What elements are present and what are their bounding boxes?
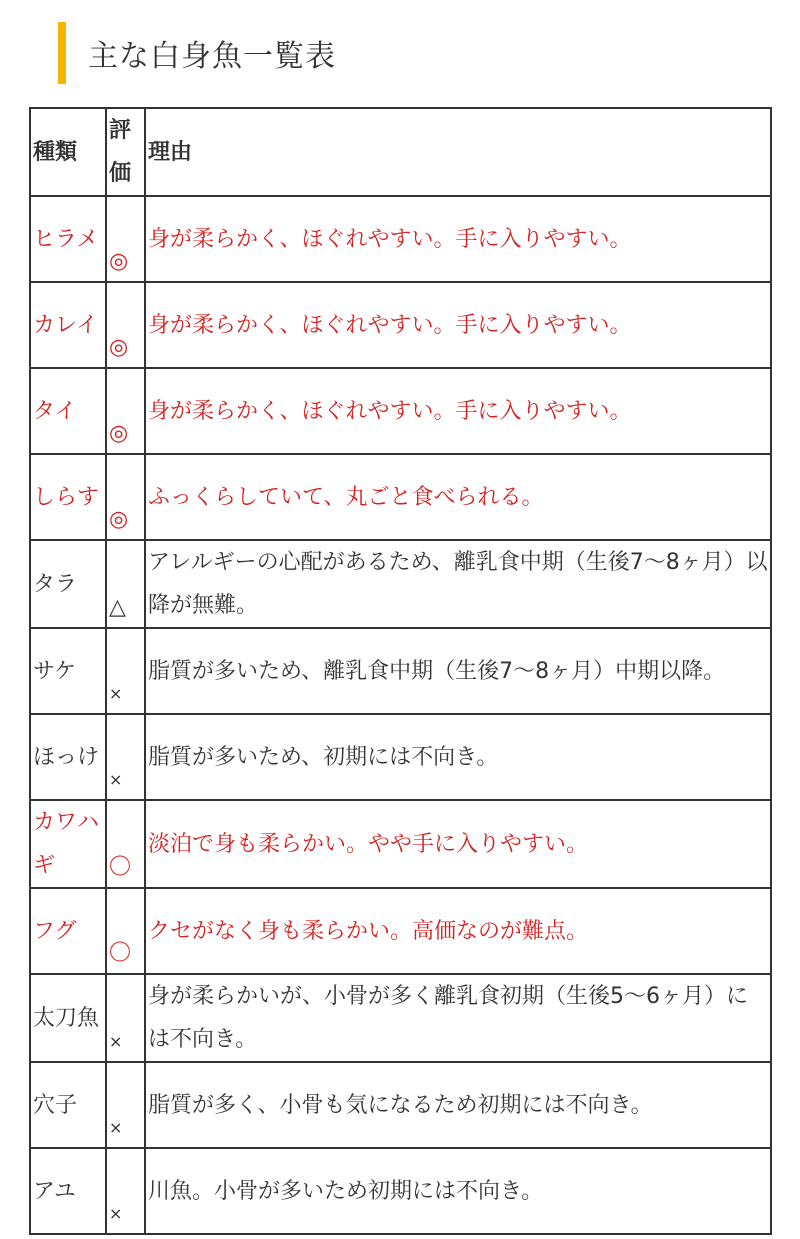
table-row (30, 1148, 771, 1234)
table-row (30, 1062, 771, 1148)
table-row (30, 888, 771, 974)
reason-cell: ふっくらしていて、丸ごと食べられる。 (145, 454, 771, 540)
reason-cell: 川魚。小骨が多いため初期には不向き。 (145, 1148, 771, 1234)
rating-cell: × (106, 714, 145, 800)
fish-type-cell: フグ (30, 888, 106, 974)
reason-cell: 脂質が多いため、離乳食中期（生後7〜8ヶ月）中期以降。 (145, 628, 771, 714)
rating-cell: ◎ (106, 368, 145, 454)
fish-type-cell: しらす (30, 454, 106, 540)
reason-cell: アレルギーの心配があるため、離乳食中期（生後7〜8ヶ月）以降が無難。 (145, 540, 771, 628)
rating-cell: △ (106, 540, 145, 628)
table-row (30, 974, 771, 1062)
rating-cell: ◎ (106, 454, 145, 540)
fish-type-cell: 太刀魚 (30, 974, 106, 1062)
table-row (30, 454, 771, 540)
rating-cell: × (106, 1062, 145, 1148)
reason-cell: クセがなく身も柔らかい。高価なのが難点。 (145, 888, 771, 974)
table-row (30, 196, 771, 282)
section-heading (58, 22, 336, 84)
header-type: 種類 (30, 108, 106, 196)
table-row (30, 714, 771, 800)
reason-cell: 脂質が多く、小骨も気になるため初期には不向き。 (145, 1062, 771, 1148)
table-header-row (30, 108, 771, 196)
fish-type-cell: カワハギ (30, 800, 106, 888)
heading-text: 主な白身魚一覧表 (88, 39, 336, 74)
rating-cell: ◎ (106, 196, 145, 282)
fish-type-cell: カレイ (30, 282, 106, 368)
fish-type-cell: タイ (30, 368, 106, 454)
reason-cell: 身が柔らかいが、小骨が多く離乳食初期（生後5〜6ヶ月）には不向き。 (145, 974, 771, 1062)
fish-type-cell: アユ (30, 1148, 106, 1234)
reason-cell: 身が柔らかく、ほぐれやすい。手に入りやすい。 (145, 196, 771, 282)
table-row (30, 800, 771, 888)
white-fish-table (29, 107, 772, 1235)
fish-type-cell: タラ (30, 540, 106, 628)
table-row (30, 540, 771, 628)
rating-cell: × (106, 974, 145, 1062)
table-row (30, 368, 771, 454)
fish-type-cell: ほっけ (30, 714, 106, 800)
header-rating: 評価 (106, 108, 145, 196)
fish-type-cell: サケ (30, 628, 106, 714)
fish-type-cell: 穴子 (30, 1062, 106, 1148)
table-row (30, 628, 771, 714)
header-reason: 理由 (145, 108, 771, 196)
rating-cell: 〇 (106, 888, 145, 974)
table-row (30, 282, 771, 368)
reason-cell: 淡泊で身も柔らかい。やや手に入りやすい。 (145, 800, 771, 888)
fish-type-cell: ヒラメ (30, 196, 106, 282)
reason-cell: 身が柔らかく、ほぐれやすい。手に入りやすい。 (145, 368, 771, 454)
reason-cell: 身が柔らかく、ほぐれやすい。手に入りやすい。 (145, 282, 771, 368)
rating-cell: ◎ (106, 282, 145, 368)
rating-cell: × (106, 628, 145, 714)
rating-cell: 〇 (106, 800, 145, 888)
reason-cell: 脂質が多いため、初期には不向き。 (145, 714, 771, 800)
rating-cell: × (106, 1148, 145, 1234)
